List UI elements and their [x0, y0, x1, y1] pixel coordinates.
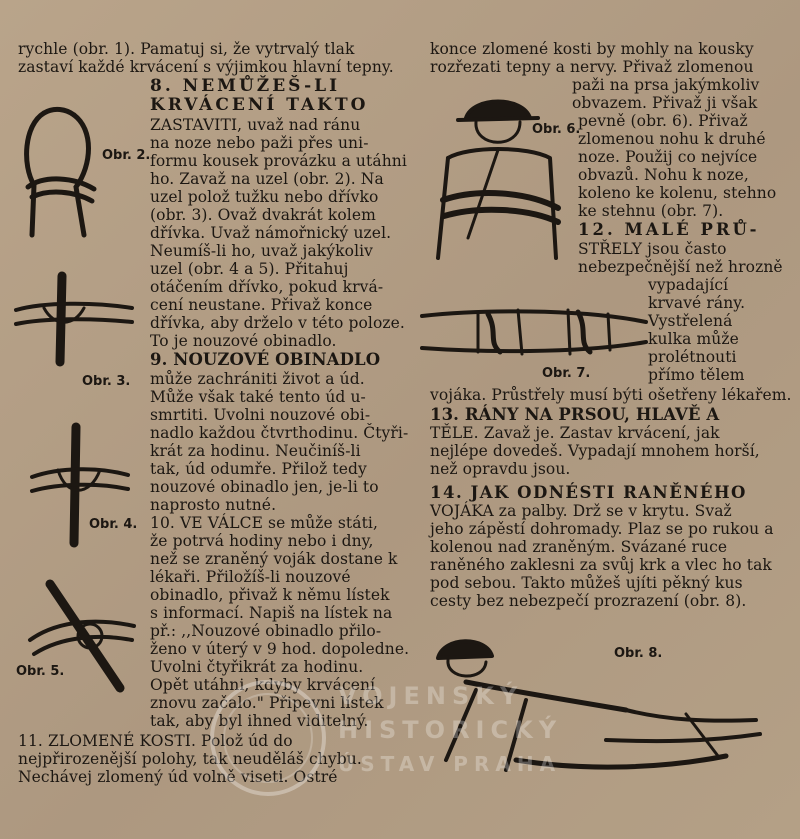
text-line: TĚLE. Zavaž je. Zastav krvácení, jak — [430, 424, 720, 442]
figure-2-caption: Obr. 2. — [102, 148, 151, 163]
text-line: raněného zaklesni za svůj krk a vlec ho tak — [430, 556, 772, 574]
text-line: Vystřelená — [648, 312, 733, 330]
text-line: ženo v úterý v 9 hod. dopoledne. — [150, 640, 410, 658]
text-line: Může však také tento úd u- — [150, 388, 366, 406]
section-heading-11: 11. ZLOMENÉ KOSTI. Polož úd do — [18, 732, 293, 750]
text-line: pevně (obr. 6). Přivaž — [578, 112, 748, 130]
text-line: rychle (obr. 1). Pamatuj si, že vytrvalý tlak — [18, 40, 355, 58]
text-line: uzel (obr. 4 a 5). Přitahuj — [150, 260, 349, 278]
text-line: obvazů. Nohu k noze, — [578, 166, 749, 184]
text-line: STŘELY jsou často — [578, 240, 727, 258]
figure-5-caption: Obr. 5. — [16, 664, 65, 679]
text-line: vypadající — [648, 276, 729, 294]
text-line: tak, aby byl ihned viditelný. — [150, 712, 369, 730]
text-line: To je nouzové obinadlo. — [150, 332, 337, 350]
text-line: ZASTAVITI, uvaž nad ránu — [150, 116, 361, 134]
section-heading-13: 13. RÁNY NA PRSOU, HLAVĚ A — [430, 405, 720, 424]
text-line: Uvolni čtyřikrát za hodinu. — [150, 658, 364, 676]
figure-6-soldier-arm-sling — [428, 88, 568, 268]
text-line: naprosto nutné. — [150, 496, 277, 514]
watermark-line-1: VOJENSKÝ — [338, 682, 524, 710]
text-line: nejpřirozenější polohy, tak neuděláš chybu. — [18, 750, 362, 768]
text-line: ke stehnu (obr. 7). — [578, 202, 724, 220]
institution-seal — [206, 676, 330, 800]
text-line: paži na prsa jakýmkoliv — [572, 76, 760, 94]
text-line: formu kousek provázku a utáhni — [150, 152, 407, 170]
text-line: kulka může — [648, 330, 739, 348]
figure-3-knot-with-stick — [14, 272, 134, 367]
text-line: zastaví každé krvácení s výjimkou hlavní tepny. — [18, 58, 394, 76]
figure-4-caption: Obr. 4. — [89, 517, 138, 532]
text-line: krvavé rány. — [648, 294, 746, 312]
text-line: VOJÁKA za palby. Drž se v krytu. Svaž — [430, 502, 732, 520]
text-line: př.: ,,Nouzové obinadlo přilo- — [150, 622, 382, 640]
figure-7-bound-legs — [418, 292, 650, 372]
text-line: jeho zápěstí dohromady. Plaz se po rukou a — [430, 520, 774, 538]
text-line: ho. Zavaž na uzel (obr. 2). Na — [150, 170, 384, 188]
text-line: Nechávej zlomený úd volně viseti. Ostré — [18, 768, 338, 786]
text-line: konce zlomené kosti by mohly na kousky — [430, 40, 754, 58]
text-line: nadlo každou čtvrthodinu. Čtyři- — [150, 424, 409, 442]
text-line: že potrvá hodiny nebo i dny, — [150, 532, 374, 550]
text-line: otáčením dřívko, pokud krvá- — [150, 278, 384, 296]
watermark-line-2: HISTORICKÝ — [338, 716, 563, 744]
text-line: nejlépe dovedeš. Vypadají mnohem horší, — [430, 442, 760, 460]
text-line: cesty bez nebezpečí prozrazení (obr. 8). — [430, 592, 747, 610]
text-line: noze. Použij co nejvíce — [578, 148, 758, 166]
text-line: kolenou nad zraněným. Svázané ruce — [430, 538, 728, 556]
text-line: prolétnouti — [648, 348, 737, 366]
text-line: pod sebou. Takto můžeš ujíti pěkný kus — [430, 574, 743, 592]
text-line: krát za hodinu. Neučiníš-li — [150, 442, 361, 460]
text-line: dřívka. Uvaž námořnický uzel. — [150, 224, 392, 242]
figure-3-caption: Obr. 3. — [82, 374, 131, 389]
text-line: cení neustane. Přivaž konce — [150, 296, 373, 314]
text-line: Neumíš-li ho, uvaž jakýkoliv — [150, 242, 374, 260]
text-line: obinadlo, přivaž k němu lístek — [150, 586, 390, 604]
section-heading-14: 14. JAK ODNÉSTI RANĚNÉHO — [430, 483, 747, 502]
text-line: (obr. 3). Ovaž dvakrát kolem — [150, 206, 376, 224]
text-line: rozřezati tepny a nervy. Přivaž zlomenou — [430, 58, 754, 76]
text-line: vojáka. Průstřely musí býti ošetřeny lékařem. — [430, 386, 792, 404]
text-line: zlomenou nohu k druhé — [578, 130, 766, 148]
text-line: lékaři. Přiložíš-li nouzové — [150, 568, 351, 586]
text-line: může zachrániti život a úd. — [150, 370, 365, 388]
watermark-line-3: ÚSTAV PRAHA — [338, 752, 562, 776]
section-heading-8-cont: KRVÁCENÍ TAKTO — [150, 95, 369, 115]
section-heading-8: 8. NEMŮŽEŠ-LI — [150, 76, 341, 96]
text-line: dřívka, aby drželo v této poloze. — [150, 314, 405, 332]
text-line: na noze nebo paži přes uni- — [150, 134, 369, 152]
figure-7-caption: Obr. 7. — [542, 366, 591, 381]
text-line: nouzové obinadlo jen, je-li to — [150, 478, 379, 496]
text-line: tak, úd odumře. Přilož tedy — [150, 460, 367, 478]
text-line: obvazem. Přivaž ji však — [572, 94, 758, 112]
text-line: přímo tělem — [648, 366, 745, 384]
text-line: s informací. Napiš na lístek na — [150, 604, 393, 622]
text-line: než opravdu jsou. — [430, 460, 571, 478]
text-line: nebezpečnější než hrozně — [578, 258, 783, 276]
figure-8-caption: Obr. 8. — [614, 646, 663, 661]
text-line: smrtiti. Uvolni nouzové obi- — [150, 406, 371, 424]
text-line: znovu začalo." Připevni lístek — [150, 694, 384, 712]
text-line: koleno ke kolenu, stehno — [578, 184, 777, 202]
figure-2-arm-tourniquet — [14, 105, 104, 240]
section-heading-10: 10. VE VÁLCE se může státi, — [150, 514, 378, 532]
figure-6-caption: Obr. 6. — [532, 122, 581, 137]
text-line: uzel polož tužku nebo dřívko — [150, 188, 379, 206]
section-heading-9: 9. NOUZOVÉ OBINADLO — [150, 350, 381, 369]
text-line: než se zraněný voják dostane k — [150, 550, 398, 568]
section-heading-12: 12. MALÉ PRŮ- — [578, 220, 760, 239]
text-line: Opět utáhni, kdyby krvácení — [150, 676, 376, 694]
